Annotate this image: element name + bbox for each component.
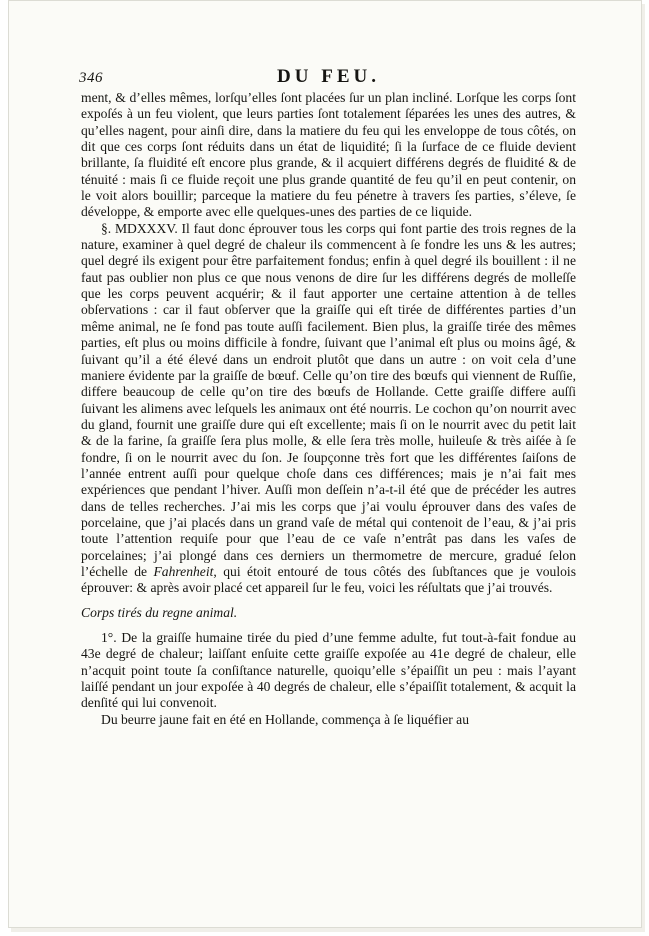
fahrenheit-term: Fahrenheit (153, 563, 214, 579)
paragraph-item-1: 1°. De la graiſſe humaine tirée du pied d’une femme adulte, fut tout-à-fait fondue au 43e degré de chaleur; laiſſant enſuite cette graiſſe expoſée au 41e degré de chaleur, elle n’acquit point toute ſa conſiſtance naturelle, quoiqu’elle s’épaiſſit un peu : mais l’ayant laiſſé pendant un jour expoſée à 40 degrés de chaleur, elle s’épaiſſit totalement, & acquit la denſité qui lui convenoit. (81, 630, 576, 711)
paragraph-item-2: Du beurre jaune fait en été en Hollande, commença à ſe liquéfier au (101, 711, 469, 727)
section-heading: Corps tirés du regne animal. (81, 604, 238, 620)
page-header (81, 68, 576, 90)
paragraph-mdxxxv-end: , qui étoit entouré de tous côtés des ſubſtances que je voulois éprouver: & après avoir placé cet appareil ſur le feu, voici les réſultats que j’ai trouvés. (81, 563, 576, 596)
running-title: DU FEU. (277, 66, 380, 87)
book-page (81, 68, 576, 728)
paragraph-mdxxxv (81, 221, 576, 597)
body-text (81, 90, 576, 728)
paragraph-mdxxxv-text: §. MDXXXV. Il faut donc éprouver tous les corps qui font partie des trois regnes de la nature, examiner à quel degré de chaleur ils commencent à ſe fondre les uns & les autres; quel degré ils exigent pour être parfaitement fondus; enfin à quel degré ils bouillent : il ne faut pas oublier non plus ce que nous venons de dire ſur les différens degrés de molleſſe que les corps peuvent acquérir; & il faut apporter une certaine attention à de telles obſervations : car il faut obſerver que la graiſſe qui eſt tirée de différentes parties d’un même animal, ne ſe fond pas toute auſſi facilement. Bien plus, la graiſſe tirée des mêmes parties, eſt plus ou moins difficile à fondre, ſuivant que l’animal eſt plus ou moins âgé, & ſuivant qu’il a été élevé dans un endroit plutôt que dans un autre : on voit cela d’une maniere évidente par la graiſſe de bœuf. Celle qu’on tire des bœufs qui viennent de Ruſſie, differe beaucoup de celle qu’on tire des bœufs de Hollande. Cette graiſſe differe auſſi ſuivant les alimens avec leſquels les animaux ont été nourris. Le cochon qu’on nourrit avec du gland, fournit une graiſſe dure qui eſt excellente; mais ſi on le nourrit avec du petit lait & de la farine, ſa graiſſe ſera plus molle, & elle ſera très molle, huileuſe & très aiſée à ſe fondre, ſi on le nourrit avec du ſon. Je ſoupçonne très fort que les différentes ſaiſons de l’année entrent auſſi pour quelque choſe dans ces différences; mais je n’ai fait mes expériences que pendant l’hiver. Auſſi mon deſſein n’a-t-il été que de précéder les autres dans de telles recherches. J’ai mis les corps que j’ai voulu éprouver dans des vaſes de porcelaine, que j’ai placés dans un grand vaſe de métal qui contenoit de l’eau, & j’ai pris toute l’attention requiſe pour que l’eau de ce vaſe n’entrât pas dans les vaſes de porcelaines; j’ai plongé dans ces derniers un thermometre de mercure, gradué ſelon l’échelle de (81, 220, 576, 579)
page-number: 346 (79, 70, 103, 86)
paragraph-continuation: ment, & d’elles mêmes, lorſqu’elles ſont placées ſur un plan incliné. Lorſque les corps ſont expoſés à un feu violent, que leurs parties ſont totalement ſéparées les unes des autres, & qu’elles nagent, pour ainſi dire, dans la matiere du feu qui les enveloppe de tous côtés, on dit que ces corps ſont réduits dans un état de liquidité; ſi la ſurface de ce fluide devient brillante, ſa fluidité eſt encore plus grande, & il acquiert différens degrés de fluidité & de ténuité : mais ſi ce fluide reçoit une plus grande quantité de feu qu’il en peut contenir, on le voit alors bouillir; parceque la matiere du feu pénetre à travers ſes parties, s’éleve, ſe développe, & emporte avec elle quelques-unes des parties de ce liquide. (81, 90, 576, 220)
